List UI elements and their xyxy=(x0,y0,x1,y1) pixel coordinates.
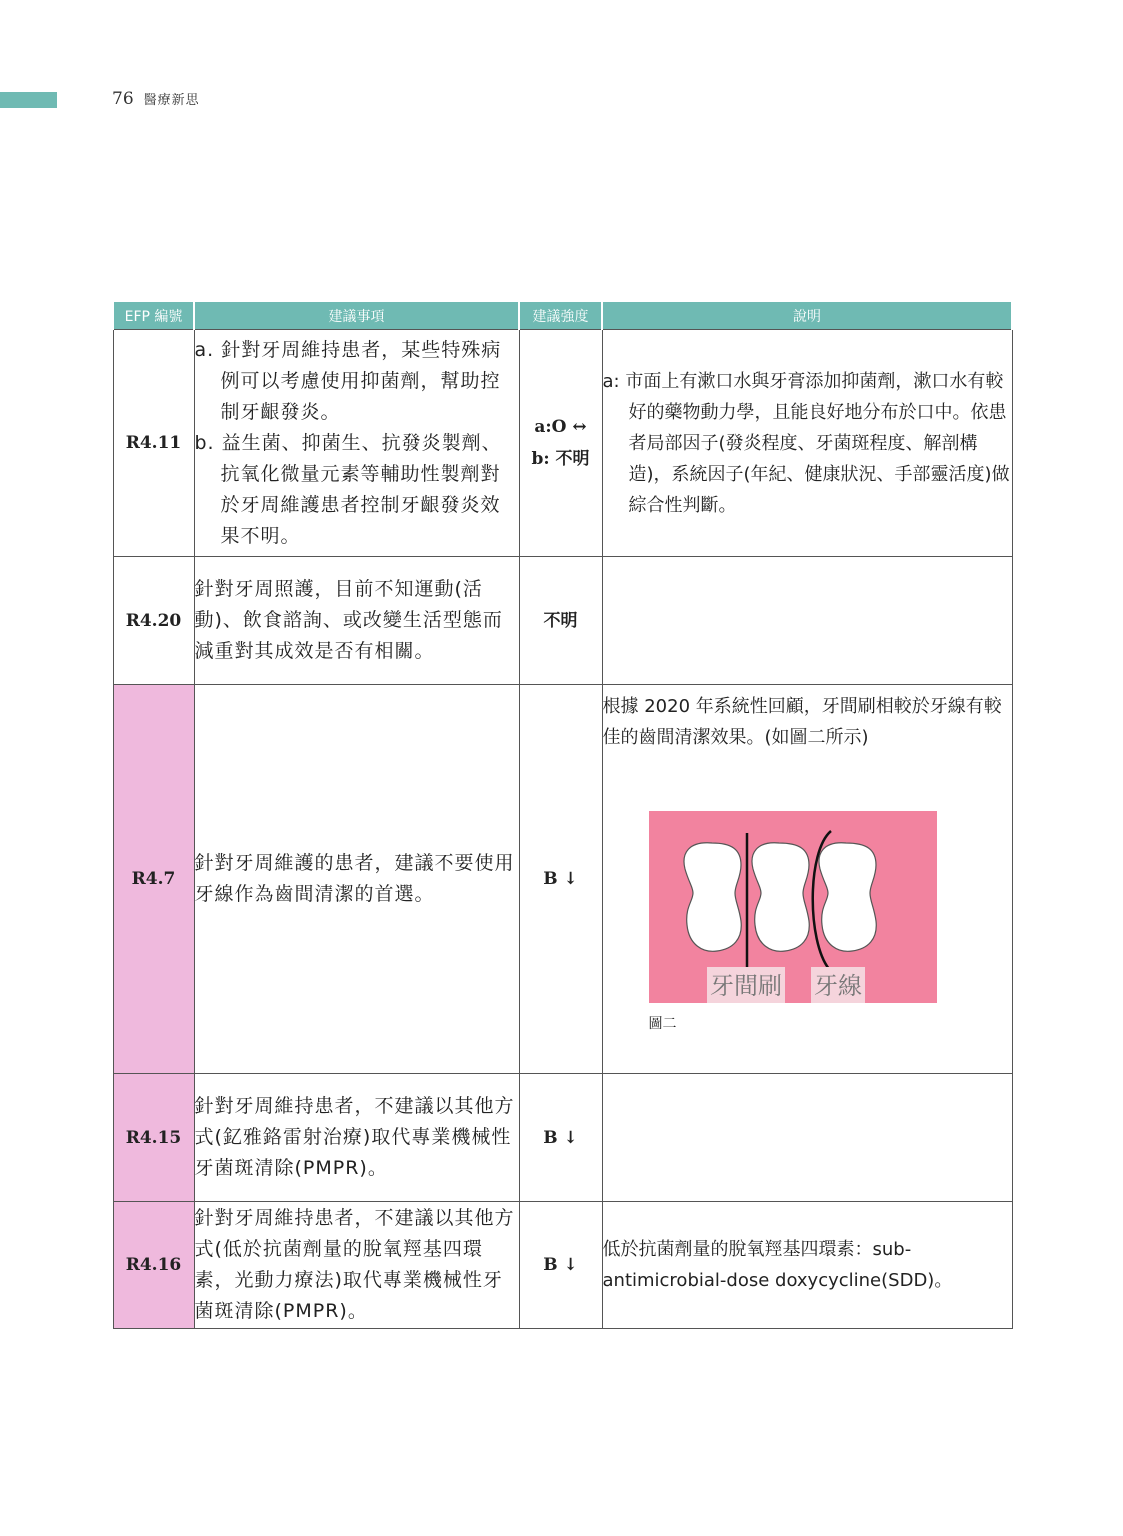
header-accent-bar xyxy=(0,92,57,108)
table-row xyxy=(113,1074,1012,1202)
row-recommendation: 針對牙周維護的患者，建議不要使用牙線作為齒間清潔的首選。 xyxy=(194,685,519,1074)
row-code: R4.16 xyxy=(113,1202,194,1329)
table-row xyxy=(113,1202,1012,1329)
row-code: R4.15 xyxy=(113,1074,194,1202)
row-code: R4.7 xyxy=(113,685,194,1074)
row-code: R4.20 xyxy=(113,557,194,685)
row-strength: B ↓ xyxy=(519,685,602,1074)
row-recommendation xyxy=(194,330,519,557)
recommendation-item-b: b. 益生菌、抑菌生、抗發炎製劑、抗氧化微量元素等輔助性製劑對於牙周維護患者控制牙齦發炎效果不明。 xyxy=(194,431,502,547)
interdental-figure xyxy=(649,811,937,1003)
col-header-code: EFP 編號 xyxy=(113,301,194,330)
table-row xyxy=(113,685,1012,1074)
tooth-2 xyxy=(752,843,809,952)
table-row xyxy=(113,330,1012,557)
col-header-recommendation: 建議事項 xyxy=(194,301,519,330)
row-strength: B ↓ xyxy=(519,1202,602,1329)
figure-caption: 圖二 xyxy=(648,1016,677,1032)
row-recommendation: 針對牙周維持患者，不建議以其他方式(釔雅鉻雷射治療)取代專業機械性牙菌斑清除(PMPR)。 xyxy=(194,1074,519,1202)
row-note: 低於抗菌劑量的脫氧羥基四環素：sub-antimicrobial-dose doxycycline(SDD)。 xyxy=(602,1202,1012,1329)
figure-container xyxy=(603,753,1012,1073)
brush-label: 牙間刷 xyxy=(709,972,782,1000)
tooth-3 xyxy=(819,843,876,952)
col-header-note: 說明 xyxy=(602,301,1012,330)
note-text: a: 市面上有漱口水與牙膏添加抑菌劑，漱口水有較好的藥物動力學，且能良好地分布於口中。依患者局部因子(發炎程度、牙菌斑程度、解剖構造)，系統因子(年紀、健康狀況、手部靈活度)做綜合性判斷。 xyxy=(602,370,1010,516)
row-note xyxy=(602,1074,1012,1202)
recommendation-item-a: a. 針對牙周維持患者，某些特殊病例可以考慮使用抑菌劑，幫助控制牙齦發炎。 xyxy=(194,338,502,423)
table-header-row xyxy=(113,301,1012,330)
row-strength: 不明 xyxy=(519,557,602,685)
running-title: 醫療新思 xyxy=(143,93,200,108)
strength-a: a:O ↔ xyxy=(534,417,587,437)
row-code: R4.11 xyxy=(113,330,194,557)
page-header xyxy=(112,89,200,109)
row-note xyxy=(602,685,1012,1074)
strength-b: b: 不明 xyxy=(531,449,590,469)
page-number: 76 xyxy=(112,89,134,109)
row-recommendation: 針對牙周維持患者，不建議以其他方式(低於抗菌劑量的脫氧羥基四環素，光動力療法)取代專業機械性牙菌斑清除(PMPR)。 xyxy=(194,1202,519,1329)
row-note xyxy=(602,557,1012,685)
floss-label: 牙線 xyxy=(813,972,862,1000)
row-note xyxy=(602,330,1012,557)
col-header-strength: 建議強度 xyxy=(519,301,602,330)
row-recommendation: 針對牙周照護，目前不知運動(活動)、飲食諮詢、或改變生活型態而減重對其成效是否有相關。 xyxy=(194,557,519,685)
row-strength: B ↓ xyxy=(519,1074,602,1202)
tooth-1 xyxy=(684,843,741,952)
note-text: 根據 2020 年系統性回顧，牙間刷相較於牙線有較佳的齒間清潔效果。(如圖二所示) xyxy=(602,696,1002,748)
recommendation-table xyxy=(112,300,1013,1329)
row-strength xyxy=(519,330,602,557)
table-row xyxy=(113,557,1012,685)
